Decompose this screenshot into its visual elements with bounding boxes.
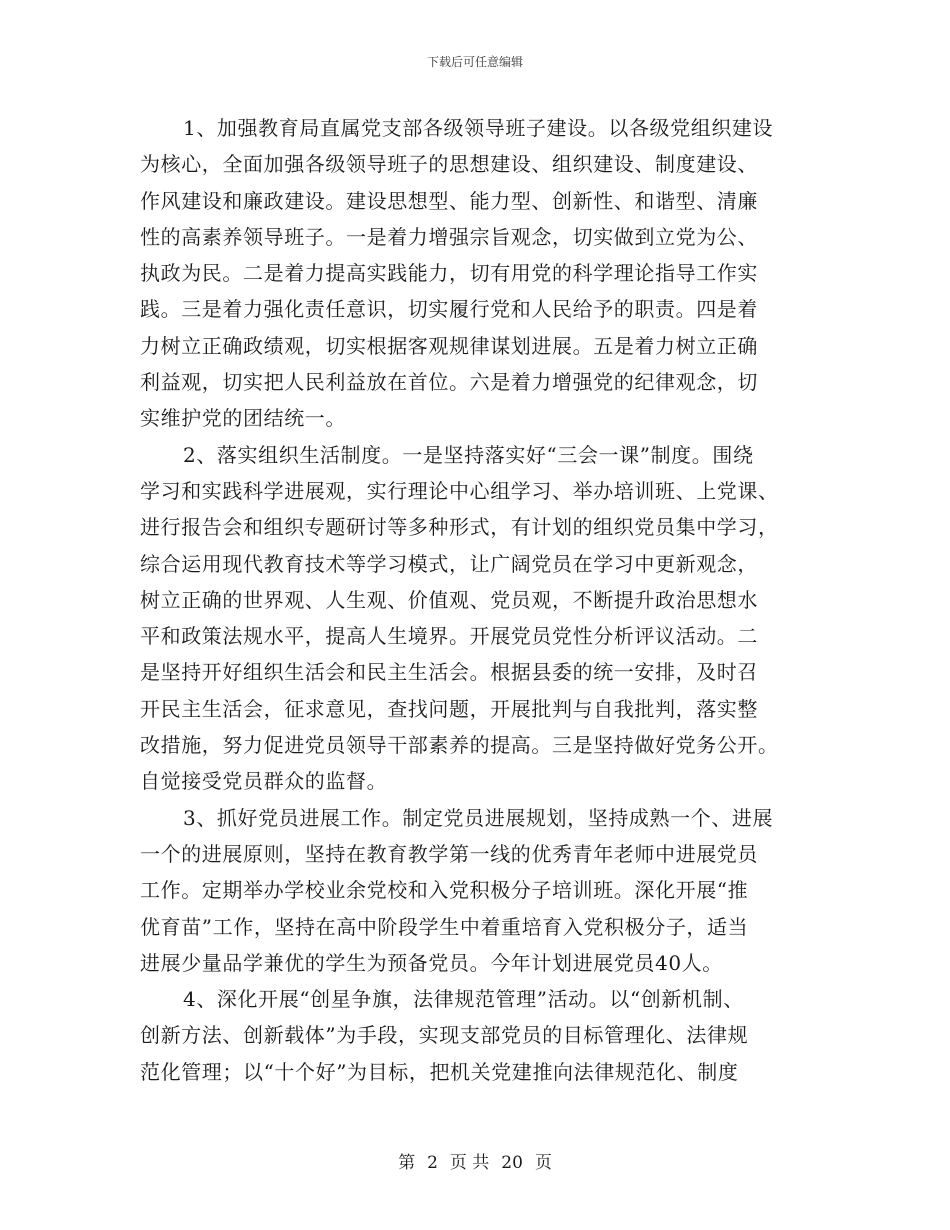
paragraph-line: 为核心，全面加强各级领导班子的思想建设、组织建设、制度建设、 [140, 152, 758, 177]
paragraph-line: 综合运用现代教育技术等学习模式，让广阔党员在学习中更新观念， [140, 551, 758, 576]
document-body [140, 110, 810, 1090]
page-prefix: 第 [398, 1153, 416, 1173]
paragraph-line: 创新方法、创新载体”为手段，实现支部党员的目标管理化、法律规 [140, 1023, 749, 1048]
paragraph-line: 工作。定期举办学校业余党校和入党积极分子培训班。深化开展“推 [140, 878, 749, 903]
paragraph-line: 性的高素养领导班子。一是着力增强宗旨观念，切实做到立党为公、 [140, 224, 758, 249]
paragraph-line: 进行报告会和组织专题研讨等多种形式，有计划的组织党员集中学习， [140, 515, 779, 540]
paragraph-line: 力树立正确政绩观，切实根据客观规律谋划进展。五是着力树立正确 [140, 333, 758, 358]
page-header: 下载后可任意编辑 [426, 55, 523, 69]
paragraph-line: 范化管理；以“十个好”为目标，把机关党建推向法律规范化、制度 [140, 1059, 739, 1084]
paragraph-line: 实维护党的团结统一。 [140, 406, 346, 431]
paragraph-line: 一个的进展原则，坚持在教育教学第一线的优秀青年老师中进展党员 [140, 841, 758, 866]
paragraph-line: 开民主生活会，征求意见，查找问题，开展批判与自我批判，落实整 [140, 696, 758, 721]
paragraph-line: 改措施，努力促进党员领导干部素养的提高。三是坚持做好党务公开。 [140, 733, 779, 758]
paragraph-line: 践。三是着力强化责任意识，切实履行党和人民给予的职责。四是着 [140, 297, 758, 322]
paragraph-line: 2、落实组织生活制度。一是坚持落实好“三会一课”制度。围绕 [183, 442, 754, 467]
page-suffix: 页 [534, 1153, 552, 1173]
paragraph-line: 进展少量品学兼优的学生为预备党员。今年计划进展党员40人。 [140, 950, 723, 975]
paragraph-line: 4、深化开展“创星争旗，法律规范管理”活动。以“创新机制、 [183, 987, 744, 1012]
paragraph-line: 树立正确的世界观、人生观、价值观、党员观，不断提升政治思想水 [140, 587, 758, 612]
paragraph-line: 利益观，切实把人民利益放在首位。六是着力增强党的纪律观念，切 [140, 370, 758, 395]
paragraph-line: 作风建设和廉政建设。建设思想型、能力型、创新性、和谐型、清廉 [140, 188, 758, 213]
page-number: 2 [427, 1153, 438, 1173]
paragraph-line: 是坚持开好组织生活会和民主生活会。根据县委的统一安排，及时召 [140, 660, 758, 685]
paragraph-line: 执政为民。二是着力提高实践能力，切有用党的科学理论指导工作实 [140, 261, 758, 286]
page-footer [0, 1148, 950, 1173]
total-pages: 20 [501, 1153, 523, 1173]
paragraph-line: 平和政策法规水平，提高人生境界。开展党员党性分析评议活动。二 [140, 624, 758, 649]
paragraph-line: 优育苗”工作，坚持在高中阶段学生中着重培育入党积极分子，适当 [140, 914, 749, 939]
paragraph-line: 1、加强教育局直属党支部各级领导班子建设。以各级党组织建设 [183, 116, 774, 140]
paragraph-line: 3、抓好党员进展工作。制定党员进展规划，坚持成熟一个、进展 [183, 805, 774, 830]
paragraph-line: 自觉接受党员群众的监督。 [140, 769, 388, 794]
paragraph-line: 学习和实践科学进展观，实行理论中心组学习、举办培训班、上党课、 [140, 478, 779, 503]
page-middle: 页 共 [449, 1153, 490, 1173]
